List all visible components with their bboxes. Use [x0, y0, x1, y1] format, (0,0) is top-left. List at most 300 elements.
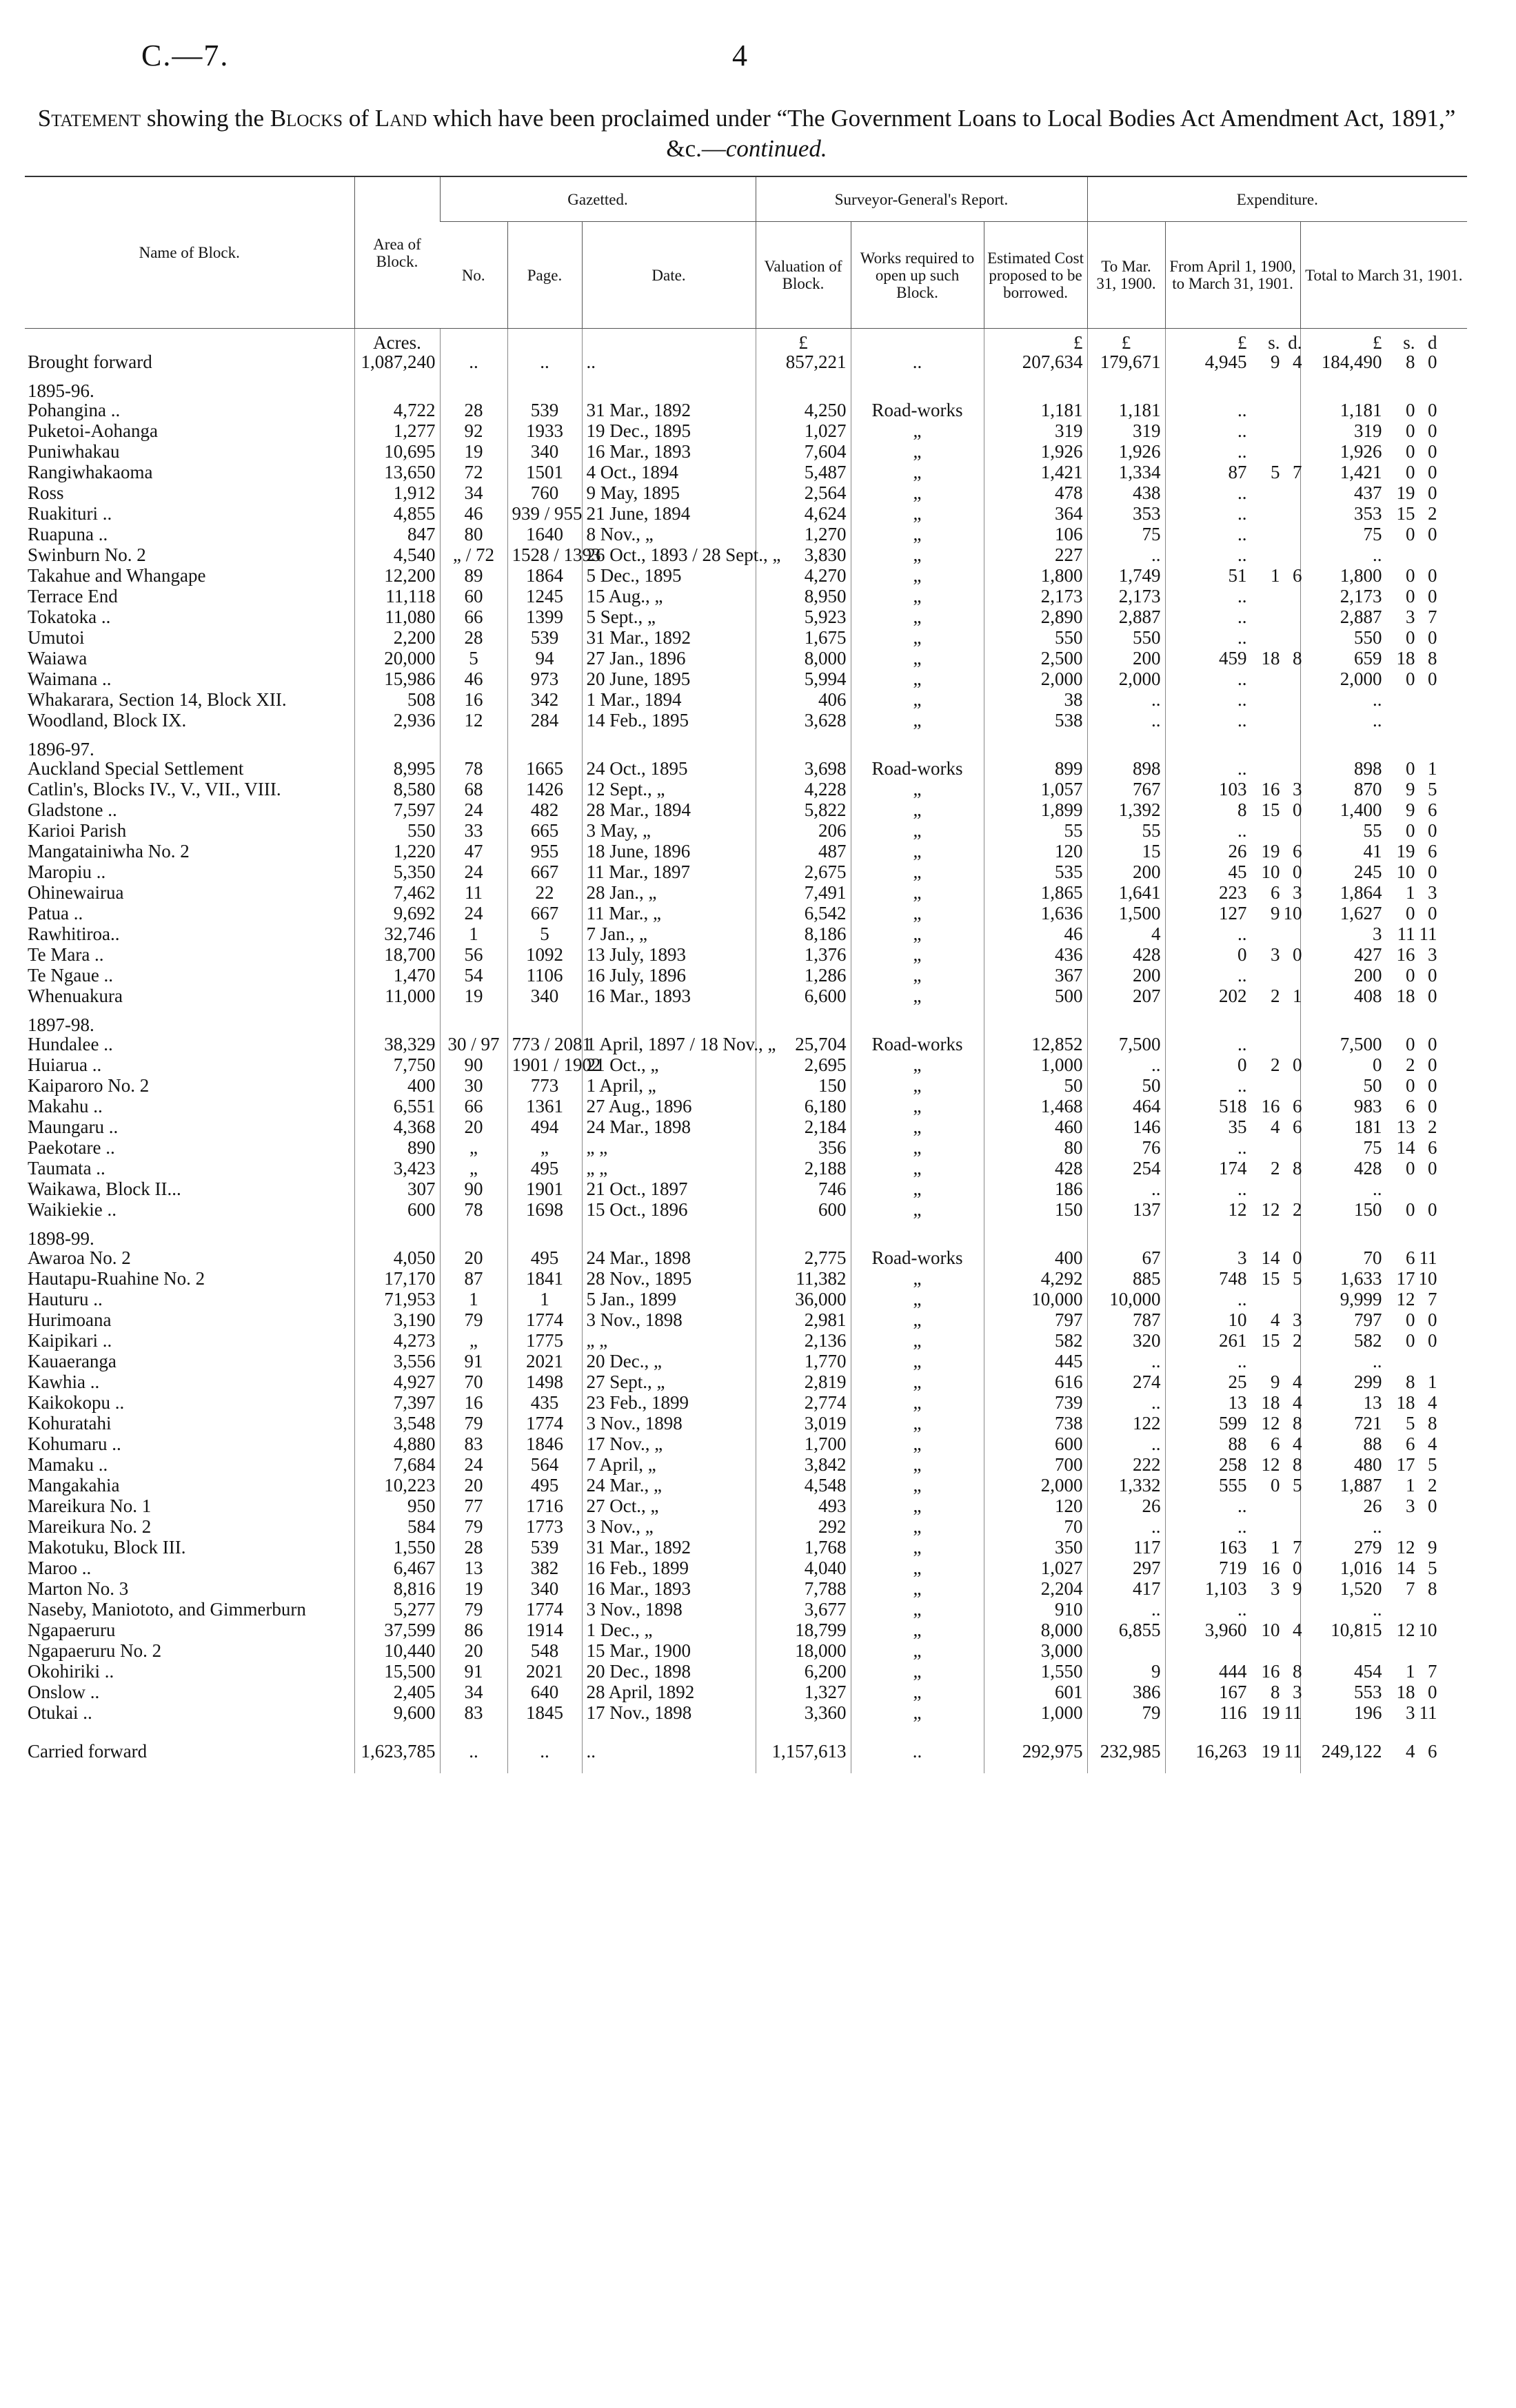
area-cell: 3,190 [354, 1310, 440, 1331]
from-1900-cell-l: 459 [1219, 648, 1247, 669]
to-1900-cell: 1,641 [1087, 883, 1165, 904]
gazette-no-cell: 30 / 97 [440, 1034, 507, 1055]
gazette-page-cell: 1774 [507, 1600, 582, 1620]
from-1900-cell [1165, 1351, 1300, 1372]
total-1901-cell-d: 0 [1428, 482, 1437, 503]
gazette-page-cell: 539 [507, 1538, 582, 1558]
valuation-cell: 1,770 [756, 1351, 851, 1372]
table-row [25, 800, 1467, 821]
gazette-page-cell: 1775 [507, 1331, 582, 1351]
area-cell: 400 [354, 1076, 440, 1096]
gazette-page-cell: 773 [507, 1076, 582, 1096]
block-name: Ruapuna .. [28, 524, 108, 544]
from-1900-cell-l: .. [1237, 1137, 1247, 1158]
from-1900-cell-l: 167 [1219, 1682, 1247, 1702]
estimated-cost-cell: 2,173 [984, 586, 1087, 607]
section-empty-cell [1087, 731, 1165, 759]
gazette-page-cell: 340 [507, 986, 582, 1007]
gazette-no-cell: 20 [440, 1476, 507, 1496]
block-name: Te Ngaue .. [28, 965, 114, 986]
table-row [25, 690, 1467, 711]
area-cell: 2,405 [354, 1682, 440, 1703]
table-row [25, 1289, 1467, 1310]
gazette-no-cell: 66 [440, 1096, 507, 1117]
gazette-no-cell: .. [440, 1733, 507, 1773]
to-1900-cell: 67 [1087, 1248, 1165, 1269]
total-1901-cell-s: 0 [1406, 965, 1415, 986]
block-name: Otukai .. [28, 1702, 92, 1723]
total-1901-cell-d: 9 [1428, 1537, 1437, 1558]
block-name: Ngapaeruru [28, 1620, 116, 1640]
area-cell: 4,050 [354, 1248, 440, 1269]
total-1901-cell-l: 7,500 [1340, 1034, 1382, 1054]
works-cell: „ [851, 1517, 984, 1538]
total-1901-cell [1300, 841, 1467, 862]
table-row [25, 883, 1467, 904]
gazette-no-cell: 86 [440, 1620, 507, 1641]
section-empty-cell [1300, 373, 1467, 400]
section-empty-cell [507, 731, 582, 759]
from-1900-cell-l: 127 [1219, 903, 1247, 924]
total-1901-cell-l: 41 [1363, 841, 1382, 861]
to-1900-cell: .. [1087, 1393, 1165, 1414]
table-row [25, 462, 1467, 483]
works-cell: „ [851, 1434, 984, 1455]
page-number: 4 [732, 39, 747, 72]
valuation-cell: 2,136 [756, 1331, 851, 1351]
area-cell: 1,087,240 [354, 352, 440, 373]
block-name: Maropiu .. [28, 861, 106, 882]
gazette-date-cell: 1 Mar., 1894 [582, 690, 756, 711]
to-1900-cell: 232,985 [1087, 1733, 1165, 1773]
total-1901-cell [1300, 1558, 1467, 1579]
area-cell: 18,700 [354, 945, 440, 966]
estimated-cost-cell: 535 [984, 862, 1087, 883]
to-1900-cell: .. [1087, 711, 1165, 731]
from-1900-cell [1165, 1558, 1300, 1579]
from-1900-cell-d: 0 [1293, 861, 1302, 882]
gazette-no-cell: 24 [440, 904, 507, 924]
total-1901-cell-s: 9 [1406, 799, 1415, 820]
gazette-no-cell: 92 [440, 421, 507, 442]
valuation-cell: 206 [756, 821, 851, 841]
gazette-page-cell: 22 [507, 883, 582, 904]
estimated-cost-cell: 600 [984, 1434, 1087, 1455]
spacer-cell [582, 1724, 756, 1733]
works-cell: „ [851, 421, 984, 442]
section-empty-cell [1165, 1221, 1300, 1248]
from-1900-cell-s: 3 [1271, 1578, 1280, 1599]
block-name: Patua .. [28, 903, 83, 924]
total-1901-cell [1300, 779, 1467, 800]
valuation-cell: 4,624 [756, 504, 851, 524]
gazette-page-cell: 1501 [507, 462, 582, 483]
from-1900-cell [1165, 1331, 1300, 1351]
from-1900-cell-s: 16 [1261, 1096, 1280, 1116]
from-1900-cell-s: 15 [1261, 1268, 1280, 1289]
block-name: Mareikura No. 1 [28, 1496, 152, 1516]
gazette-date-cell: 31 Mar., 1892 [582, 628, 756, 649]
total-1901-cell [1300, 1496, 1467, 1517]
total-1901-cell-s: 0 [1406, 420, 1415, 441]
from-1900-cell-l: 1,103 [1204, 1578, 1247, 1599]
gazette-date-cell: 7 Jan., „ [582, 924, 756, 945]
total-1901-cell [1300, 649, 1467, 669]
gazette-date-cell: 15 Oct., 1896 [582, 1200, 756, 1221]
table-row [25, 759, 1467, 779]
total-1901-cell [1300, 690, 1467, 711]
block-name: Rangiwhakaoma [28, 462, 153, 482]
total-1901-cell-l: 1,633 [1340, 1268, 1382, 1289]
total-1901-cell-s: 17 [1396, 1268, 1415, 1289]
valuation-cell: 2,819 [756, 1372, 851, 1393]
gazette-date-cell: 1 April, „ [582, 1076, 756, 1096]
block-name: Mangatainiwha No. 2 [28, 841, 190, 861]
total-1901-cell-l: .. [1373, 1179, 1382, 1199]
from-1900-cell [1165, 945, 1300, 966]
block-name: Rawhitiroa.. [28, 924, 120, 944]
gazette-date-cell: 11 Mar., 1897 [582, 862, 756, 883]
to-1900-cell: 10,000 [1087, 1289, 1165, 1310]
total-1901-cell [1300, 1269, 1467, 1289]
valuation-cell: 3,360 [756, 1703, 851, 1724]
to-1900-cell: 1,332 [1087, 1476, 1165, 1496]
valuation-cell: 25,704 [756, 1034, 851, 1055]
unit-estimated: £ [984, 329, 1087, 353]
table-body [25, 329, 1467, 1774]
total-1901-cell-l: 50 [1363, 1075, 1382, 1096]
area-cell: 6,467 [354, 1558, 440, 1579]
works-cell: „ [851, 779, 984, 800]
spacer-cell [1165, 1724, 1300, 1733]
to-1900-cell: 767 [1087, 779, 1165, 800]
table-row [25, 649, 1467, 669]
from-1900-cell [1165, 1496, 1300, 1517]
works-cell: „ [851, 1138, 984, 1159]
area-cell: 1,277 [354, 421, 440, 442]
block-name: Pohangina .. [28, 400, 121, 420]
block-name: Waiawa [28, 648, 88, 669]
from-1900-cell [1165, 1434, 1300, 1455]
to-1900-cell: 386 [1087, 1682, 1165, 1703]
table-row [25, 1434, 1467, 1455]
estimated-cost-cell: 292,975 [984, 1733, 1087, 1773]
from-1900-cell-l: .. [1237, 544, 1247, 565]
gazette-page-cell: 1841 [507, 1269, 582, 1289]
estimated-cost-cell: 207,634 [984, 352, 1087, 373]
estimated-cost-cell: 120 [984, 841, 1087, 862]
to-1900-cell: 428 [1087, 945, 1165, 966]
estimated-cost-cell: 1,468 [984, 1096, 1087, 1117]
section-empty-cell [756, 373, 851, 400]
gazette-date-cell: 4 Oct., 1894 [582, 462, 756, 483]
total-1901-cell [1300, 1538, 1467, 1558]
total-1901-cell [1300, 442, 1467, 462]
works-cell: „ [851, 821, 984, 841]
section-empty-cell [440, 731, 507, 759]
gazette-date-cell: 1 Dec., „ [582, 1620, 756, 1641]
spacer-cell [1087, 1724, 1165, 1733]
area-cell: 20,000 [354, 649, 440, 669]
to-1900-cell: .. [1087, 1434, 1165, 1455]
from-1900-cell-d: 4 [1293, 1371, 1302, 1392]
total-1901-cell-s: 5 [1406, 1413, 1415, 1433]
total-1901-cell [1300, 904, 1467, 924]
col-valuation: Valuation of Block. [756, 222, 851, 329]
unit-total: £ s. d [1300, 329, 1467, 353]
from-1900-cell-l: .. [1237, 710, 1247, 731]
title-text-3: which have been proclaimed under “The Government Loans to Local Bodies Act Amendment Act, 1891,” &c.— [427, 105, 1456, 162]
unit-acres: Acres. [354, 329, 440, 353]
total-1901-cell-s: 0 [1406, 1158, 1415, 1179]
from-1900-cell-d: 3 [1293, 779, 1302, 799]
gazette-date-cell: 3 Nov., 1898 [582, 1414, 756, 1434]
to-1900-cell: 297 [1087, 1558, 1165, 1579]
from-1900-cell-d: 7 [1293, 462, 1302, 482]
to-1900-cell: 274 [1087, 1372, 1165, 1393]
title-word-statement: Statement [37, 105, 141, 132]
total-1901-cell [1300, 1179, 1467, 1200]
gazette-page-cell: 1846 [507, 1434, 582, 1455]
from-1900-cell-l: .. [1237, 606, 1247, 627]
table-row [25, 1558, 1467, 1579]
area-cell: 3,556 [354, 1351, 440, 1372]
total-1901-cell [1300, 607, 1467, 628]
from-1900-cell-d: 4 [1293, 351, 1302, 372]
works-cell: „ [851, 1393, 984, 1414]
table-row [25, 945, 1467, 966]
total-1901-cell-l: .. [1373, 1516, 1382, 1537]
gazette-no-cell: 90 [440, 1179, 507, 1200]
valuation-cell: 18,000 [756, 1641, 851, 1662]
gazette-no-cell: 47 [440, 841, 507, 862]
from-1900-cell-d: 3 [1293, 882, 1302, 903]
table-row [25, 1351, 1467, 1372]
gazette-no-cell: 20 [440, 1117, 507, 1138]
gazette-no-cell: 46 [440, 669, 507, 690]
to-1900-cell: 222 [1087, 1455, 1165, 1476]
block-name: Tokatoka .. [28, 606, 111, 627]
works-cell: „ [851, 1289, 984, 1310]
gazette-no-cell: 28 [440, 628, 507, 649]
total-1901-cell [1300, 1289, 1467, 1310]
block-name: Ngapaeruru No. 2 [28, 1640, 162, 1661]
total-1901-cell [1300, 1034, 1467, 1055]
area-cell: 8,816 [354, 1579, 440, 1600]
gazette-page-cell: 640 [507, 1682, 582, 1703]
estimated-cost-cell: 601 [984, 1682, 1087, 1703]
block-name: Kauaeranga [28, 1351, 117, 1371]
gazette-page-cell: 1698 [507, 1200, 582, 1221]
col-date: Date. [582, 222, 756, 329]
gazette-no-cell: 20 [440, 1248, 507, 1269]
table-row [25, 862, 1467, 883]
gazette-no-cell: „ [440, 1331, 507, 1351]
table-row [25, 566, 1467, 586]
table-row [25, 1620, 1467, 1641]
total-1901-cell-s: 18 [1396, 1392, 1415, 1413]
from-1900-cell-l: .. [1237, 524, 1247, 544]
section-empty-cell [1087, 1221, 1165, 1248]
gazette-date-cell: 28 Nov., 1895 [582, 1269, 756, 1289]
estimated-cost-cell: 445 [984, 1351, 1087, 1372]
to-1900-cell: .. [1087, 1351, 1165, 1372]
total-1901-cell [1300, 1055, 1467, 1076]
total-1901-cell-l: 437 [1354, 482, 1382, 503]
valuation-cell: 3,830 [756, 545, 851, 566]
valuation-cell: 3,019 [756, 1414, 851, 1434]
area-cell: 3,423 [354, 1159, 440, 1179]
gazette-no-cell: 68 [440, 779, 507, 800]
total-1901-cell [1300, 352, 1467, 373]
gazette-page-cell: 1914 [507, 1620, 582, 1641]
total-1901-cell [1300, 966, 1467, 986]
total-1901-cell [1300, 759, 1467, 779]
works-cell: „ [851, 1159, 984, 1179]
from-1900-cell-l: .. [1237, 441, 1247, 462]
gazette-page-cell: 667 [507, 862, 582, 883]
table-row [25, 1579, 1467, 1600]
to-1900-cell: .. [1087, 1055, 1165, 1076]
works-cell: „ [851, 504, 984, 524]
valuation-cell: 3,698 [756, 759, 851, 779]
block-name: Hundalee .. [28, 1034, 113, 1054]
from-1900-cell-l: .. [1237, 669, 1247, 689]
page-title [26, 103, 1467, 164]
total-1901-cell-d: 0 [1428, 965, 1437, 986]
from-1900-cell-l: 3,960 [1204, 1620, 1247, 1640]
title-word-blocks: Blocks [270, 105, 343, 132]
from-1900-cell [1165, 711, 1300, 731]
to-1900-cell: 1,334 [1087, 462, 1165, 483]
total-1901-cell-l: 427 [1354, 944, 1382, 965]
works-cell: Road-works [851, 400, 984, 421]
from-1900-cell-d: 6 [1293, 841, 1302, 861]
total-1901-cell-l: 150 [1354, 1199, 1382, 1220]
estimated-cost-cell: 1,550 [984, 1662, 1087, 1682]
estimated-cost-cell: 46 [984, 924, 1087, 945]
gazette-page-cell: 1774 [507, 1414, 582, 1434]
total-1901-cell-s: 0 [1406, 586, 1415, 606]
gazette-date-cell: 15 Aug., „ [582, 586, 756, 607]
from-1900-cell-d: 0 [1293, 944, 1302, 965]
total-1901-cell-d: 0 [1428, 524, 1437, 544]
table-row [25, 711, 1467, 731]
gazette-page-cell: 665 [507, 821, 582, 841]
gazette-page-cell: 1845 [507, 1703, 582, 1724]
gazette-page-cell: 773 / 2081 [507, 1034, 582, 1055]
total-1901-cell [1300, 1117, 1467, 1138]
total-1901-cell-d: 7 [1428, 1661, 1437, 1682]
gazette-page-cell: 548 [507, 1641, 582, 1662]
table-row [25, 779, 1467, 800]
estimated-cost-cell: 739 [984, 1393, 1087, 1414]
total-1901-cell [1300, 504, 1467, 524]
gazette-page-cell: 94 [507, 649, 582, 669]
estimated-cost-cell: 106 [984, 524, 1087, 545]
from-1900-cell-s: 15 [1261, 799, 1280, 820]
section-empty-cell [354, 373, 440, 400]
to-1900-cell: 75 [1087, 524, 1165, 545]
gazette-no-cell: 83 [440, 1703, 507, 1724]
total-1901-cell [1300, 1703, 1467, 1724]
works-cell: „ [851, 483, 984, 504]
total-1901-cell-d: 0 [1428, 400, 1437, 420]
total-1901-cell-l: 319 [1354, 420, 1382, 441]
from-1900-cell [1165, 821, 1300, 841]
estimated-cost-cell: 1,000 [984, 1055, 1087, 1076]
to-1900-cell: 50 [1087, 1076, 1165, 1096]
area-cell: 10,695 [354, 442, 440, 462]
to-1900-cell: 320 [1087, 1331, 1165, 1351]
gazette-no-cell: 24 [440, 800, 507, 821]
gazette-no-cell: 54 [440, 966, 507, 986]
block-name: Ross [28, 482, 64, 503]
block-name: Maroo .. [28, 1558, 92, 1578]
estimated-cost-cell: 364 [984, 504, 1087, 524]
area-cell: 4,722 [354, 400, 440, 421]
estimated-cost-cell: 70 [984, 1517, 1087, 1538]
area-cell: 1,550 [354, 1538, 440, 1558]
from-1900-cell [1165, 1538, 1300, 1558]
section-empty-cell [851, 373, 984, 400]
total-1901-cell-d: 5 [1428, 1454, 1437, 1475]
area-cell: 5,350 [354, 862, 440, 883]
total-1901-cell-d: 4 [1428, 1433, 1437, 1454]
to-1900-cell: 15 [1087, 841, 1165, 862]
from-1900-cell-d: 11 [1284, 1702, 1302, 1723]
estimated-cost-cell: 227 [984, 545, 1087, 566]
gazette-no-cell: 34 [440, 483, 507, 504]
section-title: 1898-99. [28, 1228, 94, 1249]
block-name: Awaroa No. 2 [28, 1247, 131, 1268]
carried-forward-row [25, 1733, 1467, 1773]
block-name: Kohumaru .. [28, 1433, 121, 1454]
from-1900-cell [1165, 524, 1300, 545]
works-cell: „ [851, 711, 984, 731]
section-empty-cell [984, 373, 1087, 400]
section-empty-cell [507, 1221, 582, 1248]
gazette-page-cell: 1773 [507, 1517, 582, 1538]
gazette-no-cell: 79 [440, 1517, 507, 1538]
table-row [25, 986, 1467, 1007]
works-cell: „ [851, 1055, 984, 1076]
total-1901-cell-l: 88 [1363, 1433, 1382, 1454]
from-1900-cell-s: 14 [1261, 1247, 1280, 1268]
to-1900-cell: 200 [1087, 966, 1165, 986]
works-cell: „ [851, 1538, 984, 1558]
from-1900-cell-l: 16,263 [1195, 1741, 1247, 1762]
area-cell: 2,936 [354, 711, 440, 731]
to-1900-cell: 7,500 [1087, 1034, 1165, 1055]
works-cell: „ [851, 545, 984, 566]
section-empty-cell [756, 1007, 851, 1034]
valuation-cell: 4,548 [756, 1476, 851, 1496]
estimated-cost-cell: 899 [984, 759, 1087, 779]
unit-valuation: £ [756, 329, 851, 353]
from-1900-cell-d: 9 [1293, 1578, 1302, 1599]
gazette-page-cell: 539 [507, 628, 582, 649]
gazette-date-cell: 20 Dec., 1898 [582, 1662, 756, 1682]
total-1901-cell [1300, 945, 1467, 966]
from-1900-cell [1165, 1579, 1300, 1600]
total-1901-cell [1300, 524, 1467, 545]
area-cell: 5,277 [354, 1600, 440, 1620]
total-1901-cell-s: 0 [1406, 441, 1415, 462]
from-1900-cell-d: 8 [1293, 1454, 1302, 1475]
from-1900-cell [1165, 669, 1300, 690]
area-cell: 1,912 [354, 483, 440, 504]
